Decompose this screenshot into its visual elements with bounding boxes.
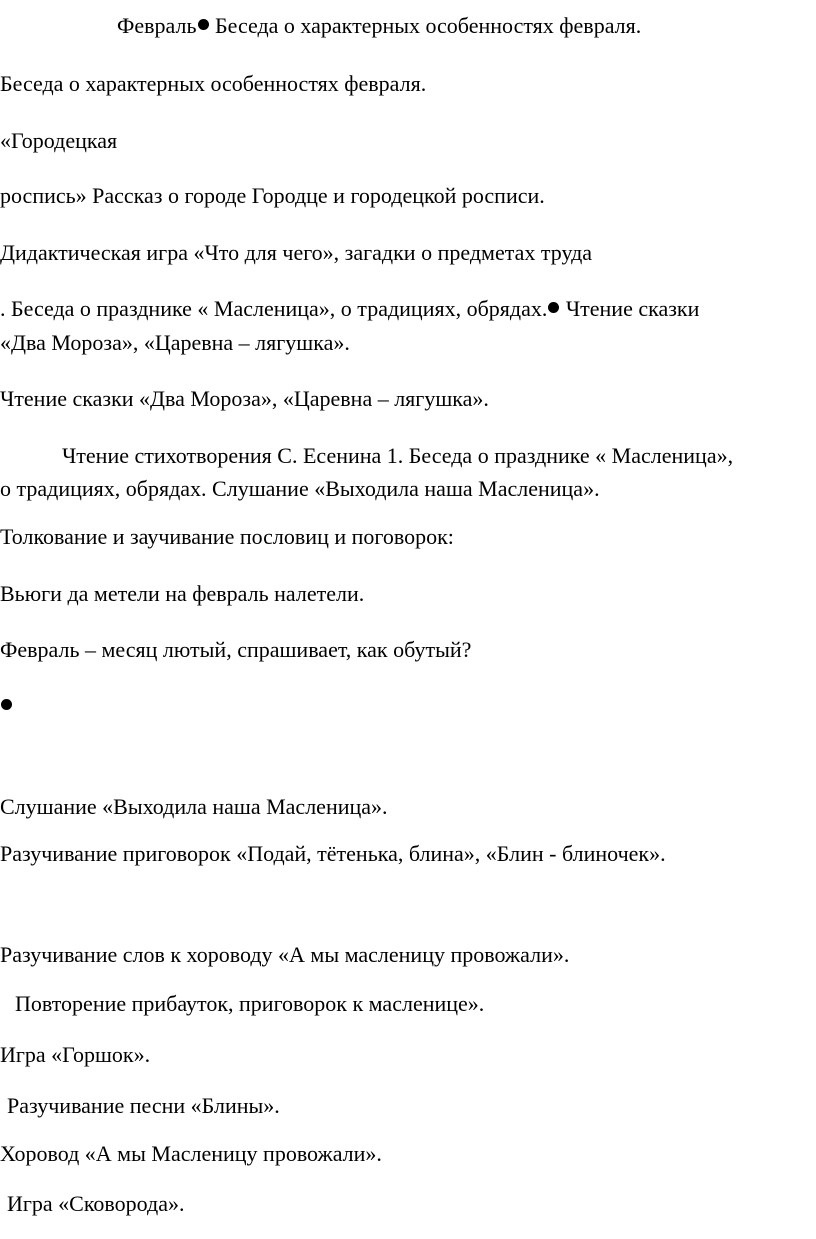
text-line-13: Слушание «Выходила наша Масленица». <box>0 794 388 819</box>
text-line-3: роспись» Рассказ о городе Городце и городецкой росписи. <box>0 183 545 208</box>
text-line-10: Толкование и заучивание пословиц и поговорок: <box>0 524 454 549</box>
text-line-15: Разучивание слов к хороводу «А мы масленицу провожали». <box>0 942 570 967</box>
heading-line <box>117 13 641 39</box>
text-line-2: «Городецкая <box>0 128 118 153</box>
text-line-19: Хоровод «А мы Масленицу провожали». <box>0 1141 382 1166</box>
text-line-14: Разучивание приговорок «Подай, тётенька, блина», «Блин - блиночек». <box>0 841 666 866</box>
text-line-5-part-1: . Беседа о празднике « Масленица», о традициях, обрядах. <box>0 296 548 321</box>
bullet-icon <box>548 302 559 313</box>
text-line-20: Игра «Сковорода». <box>7 1191 185 1216</box>
text-line-11: Вьюги да метели на февраль налетели. <box>0 581 365 606</box>
text-line-6: «Два Мороза», «Царевна – лягушка». <box>0 330 350 355</box>
text-line-16: Повторение прибауток, приговорок к масленице». <box>15 991 485 1016</box>
bullet-icon <box>198 19 209 30</box>
text-line-4: Дидактическая игра «Что для чего», загадки о предметах труда <box>0 240 593 265</box>
text-line-17: Игра «Горшок». <box>0 1042 151 1067</box>
text-line-9: о традициях, обрядах. Слушание «Выходила наша Масленица». <box>0 476 600 501</box>
text-line-12: Февраль – месяц лютый, спрашивает, как обутый? <box>0 637 472 662</box>
heading-month: Февраль <box>117 13 197 38</box>
text-line-8: Чтение стихотворения С. Есенина 1. Беседа о празднике « Масленица», <box>62 443 734 468</box>
text-line-5 <box>0 296 699 322</box>
text-line-18: Разучивание песни «Блины». <box>7 1093 280 1118</box>
bullet-line <box>0 693 13 719</box>
text-line-1: Беседа о характерных особенностях февраля. <box>0 71 427 96</box>
heading-text: Беседа о характерных особенностях февраля. <box>209 13 642 38</box>
bullet-icon <box>1 699 12 710</box>
text-line-5-part-2: Чтение сказки <box>560 296 700 321</box>
text-line-7: Чтение сказки «Два Мороза», «Царевна – лягушка». <box>0 386 489 411</box>
